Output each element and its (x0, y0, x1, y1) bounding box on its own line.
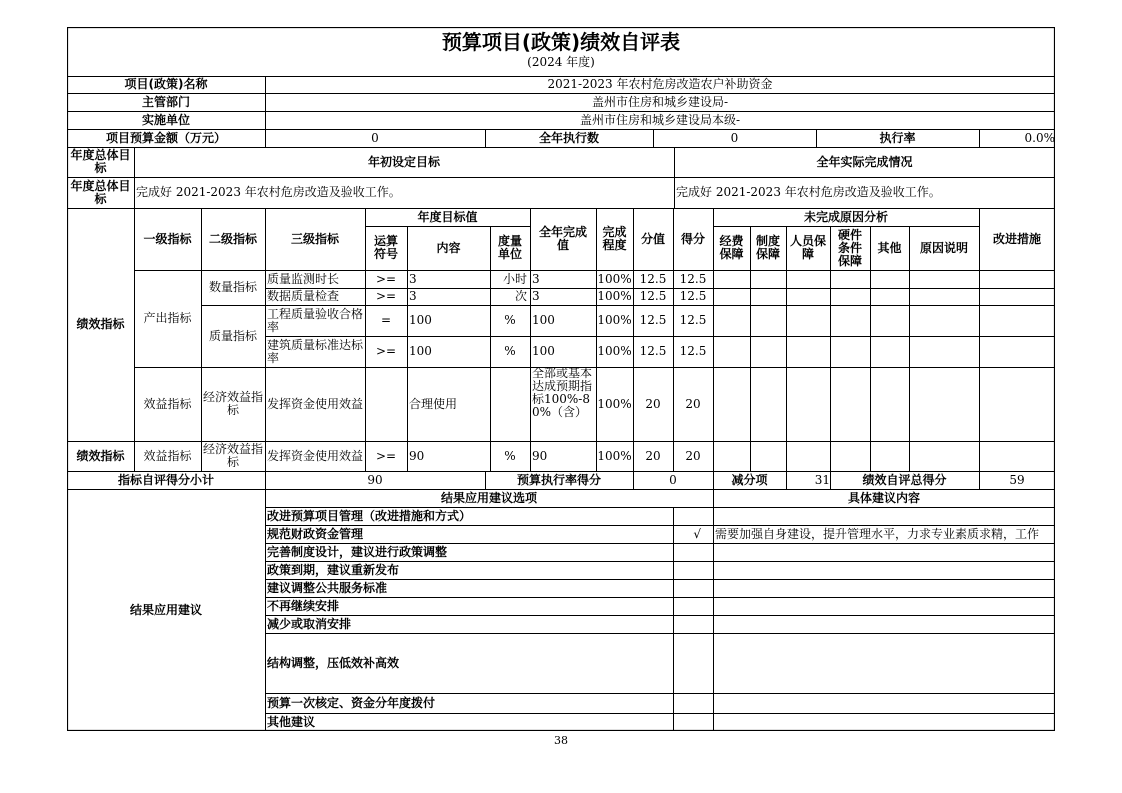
results-label: 结果应用建议 (129, 602, 202, 617)
result-option-text: 政策到期，建议重新发布 (267, 562, 400, 577)
head-actual: 全年完成值 (538, 225, 587, 252)
extra-op: >= (375, 448, 397, 463)
indicator-unit: % (504, 313, 516, 327)
indicator-degree: 100% (597, 271, 632, 286)
indicator-operator: >= (375, 271, 397, 286)
indicator-degree: 100% (597, 289, 632, 303)
result-option-text: 完善制度设计，建议进行政策调整 (267, 544, 448, 559)
head-level1: 一级指标 (143, 231, 192, 246)
evaluation-table (67, 27, 1055, 731)
head-level3: 三级指标 (290, 231, 339, 246)
result-option-checkbox[interactable] (673, 507, 713, 525)
extra-value: 20 (645, 448, 661, 463)
extra-content: 90 (409, 448, 425, 463)
indicator-content: 3 (409, 289, 417, 303)
exec-value: 0 (730, 130, 739, 145)
result-option-text: 减少或取消安排 (267, 616, 352, 631)
deduct-label: 减分项 (731, 472, 768, 487)
indicator-actual: 100 (532, 313, 555, 327)
indicator-actual: 3 (532, 289, 540, 303)
head-reason-system: 制度保障 (755, 234, 780, 261)
quantity-indicator-label: 数量指标 (208, 280, 257, 294)
total-value: 59 (1009, 472, 1025, 487)
impl-label: 实施单位 (141, 112, 190, 127)
result-option-detail (713, 633, 1055, 693)
indicator-score-got: 12.5 (679, 289, 707, 303)
result-option-detail (713, 561, 1055, 579)
head-score-value: 分值 (640, 231, 665, 246)
indicator-name: 数据质量检查 (267, 289, 340, 303)
result-option-checkbox[interactable] (673, 597, 713, 615)
extra-level1: 绩效指标 (76, 448, 125, 463)
impl-value: 盖州市住房和城乡建设局本级- (579, 112, 741, 127)
goals-row-label-2: 年度总体目标 (70, 178, 131, 206)
output-indicator-label: 产出指标 (143, 311, 192, 325)
indicator-score-value: 12.5 (639, 271, 667, 286)
indicator-content: 合理使用 (409, 396, 458, 411)
indicator-score-got: 12.5 (679, 313, 707, 327)
goals-actual-text: 完成好 2021-2023 年农村危房改造及验收工作。 (676, 185, 941, 199)
indicator-content: 100 (409, 344, 432, 358)
indicator-actual: 100 (532, 344, 555, 358)
result-option-text: 预算一次核定、资金分年度拨付 (267, 695, 436, 710)
indicator-score-got: 20 (685, 396, 701, 411)
indicator-degree: 100% (597, 396, 632, 411)
head-unit: 度量单位 (497, 234, 522, 261)
indicator-unit: % (504, 344, 516, 358)
indicator-unit (490, 367, 530, 441)
quality-indicator-label: 质量指标 (208, 328, 257, 343)
result-option-detail (713, 615, 1055, 633)
head-content: 内容 (436, 240, 461, 255)
indicator-actual: 全部或基本达成预期指标100%-80%（含） (532, 367, 593, 419)
goals-set-header: 年初设定目标 (367, 154, 440, 169)
extra-level3: 经济效益指标 (203, 442, 264, 469)
goals-row-label: 年度总体目标 (70, 148, 131, 175)
result-option-text: 规范财政资金管理 (267, 526, 364, 541)
indicator-score-value: 20 (645, 396, 661, 411)
indicator-unit: 次 (514, 289, 527, 303)
head-score-got: 得分 (680, 231, 705, 246)
indicator-name: 发挥资金使用效益 (267, 396, 364, 411)
result-option-text: 其他建议 (267, 714, 316, 729)
page-title: 预算项目(政策)绩效自评表 (441, 30, 681, 54)
indicator-content: 3 (409, 271, 417, 286)
extra-unit: % (504, 448, 516, 463)
indicator-degree: 100% (597, 313, 632, 327)
head-reason-desc: 原因说明 (919, 240, 968, 255)
result-option-checkbox[interactable]: √ (693, 526, 701, 541)
result-option-checkbox[interactable] (673, 579, 713, 597)
econ-indicator-label: 经济效益指标 (203, 390, 264, 417)
result-option-detail: 需要加强自身建设，提升管理水平，力求专业素质求精，工作 (715, 526, 1040, 541)
result-option-detail (713, 579, 1055, 597)
indicator-score-value: 12.5 (639, 344, 667, 358)
head-reason-funds: 经费保障 (719, 234, 744, 261)
dept-label: 主管部门 (141, 94, 190, 109)
head-reason-group: 未完成原因分析 (803, 209, 888, 224)
indicator-operator: >= (375, 289, 397, 303)
head-reason-hardware: 硬件条件保障 (837, 227, 862, 268)
project-name-value: 2021-2023 年农村危房改造农户补助资金 (547, 77, 773, 91)
year-subtitle: (2024 年度) (527, 55, 595, 69)
rate-value: 0.0% (1024, 130, 1055, 145)
budget-label: 项目预算金额（万元） (105, 130, 226, 145)
indicator-score-value: 12.5 (639, 289, 667, 303)
extra-name: 发挥资金使用效益 (267, 448, 364, 463)
indicator-content: 100 (409, 313, 432, 327)
indicator-operator: = (380, 313, 392, 327)
extra-level2: 效益指标 (143, 448, 192, 463)
results-options-header: 结果应用建议选项 (440, 490, 537, 505)
indicator-name: 质量监测时长 (267, 271, 340, 286)
subtotal-label: 指标自评得分小计 (117, 472, 214, 487)
indicator-score-value: 12.5 (639, 313, 667, 327)
page-number: 38 (554, 734, 568, 747)
indicator-operator: >= (375, 344, 397, 358)
result-option-checkbox[interactable] (673, 543, 713, 561)
budget-rate-value: 0 (669, 472, 677, 487)
head-reason-staff: 人员保障 (789, 234, 826, 261)
subtotal-value: 90 (367, 472, 383, 487)
goals-actual-header: 全年实际完成情况 (816, 154, 913, 169)
result-option-checkbox[interactable] (673, 713, 713, 731)
rate-label: 执行率 (879, 130, 916, 145)
head-degree: 完成程度 (602, 225, 627, 252)
result-option-detail (713, 597, 1055, 615)
benefit-indicator-label: 效益指标 (143, 396, 192, 411)
result-option-detail (713, 507, 1055, 525)
budget-rate-label: 预算执行率得分 (516, 472, 601, 487)
result-option-checkbox[interactable] (673, 633, 713, 693)
project-name-label: 项目(政策)名称 (124, 77, 208, 91)
result-option-detail (713, 713, 1055, 731)
indicator-degree: 100% (597, 344, 632, 358)
extra-score: 20 (685, 448, 701, 463)
indicator-operator (365, 367, 407, 441)
result-option-text: 结构调整，压低效补高效 (267, 655, 400, 670)
head-operator: 运算符号 (373, 234, 398, 261)
indicator-score-got: 12.5 (679, 271, 707, 286)
extra-actual: 90 (532, 448, 548, 463)
indicator-group-label: 绩效指标 (76, 317, 125, 331)
head-level2: 二级指标 (208, 231, 257, 246)
deduct-value: 31 (814, 472, 830, 487)
result-option-checkbox[interactable] (673, 615, 713, 633)
result-option-detail (713, 693, 1055, 713)
indicator-name: 建筑质量标准达标率 (267, 337, 364, 365)
result-option-checkbox[interactable] (673, 693, 713, 713)
total-label: 绩效自评总得分 (862, 472, 947, 487)
goals-set-text: 完成好 2021-2023 年农村危房改造及验收工作。 (136, 185, 401, 199)
indicator-name: 工程质量验收合格率 (267, 306, 364, 334)
indicator-actual: 3 (532, 271, 540, 286)
head-improve: 改进措施 (992, 231, 1041, 246)
head-target-group: 年度目标值 (417, 209, 478, 224)
result-option-text: 建议调整公共服务标准 (267, 580, 388, 595)
indicator-score-got: 12.5 (679, 344, 707, 358)
budget-value: 0 (371, 130, 379, 145)
indicator-unit: 小时 (502, 271, 527, 286)
result-option-checkbox[interactable] (673, 561, 713, 579)
result-option-detail (713, 543, 1055, 561)
result-option-text: 改进预算项目管理（改进措施和方式） (267, 508, 472, 523)
dept-value: 盖州市住房和城乡建设局- (591, 94, 729, 109)
extra-degree: 100% (597, 448, 632, 463)
head-reason-other: 其他 (877, 240, 902, 255)
result-option-text: 不再继续安排 (267, 598, 340, 613)
results-details-header: 具体建议内容 (847, 490, 920, 505)
exec-label: 全年执行数 (538, 130, 599, 145)
